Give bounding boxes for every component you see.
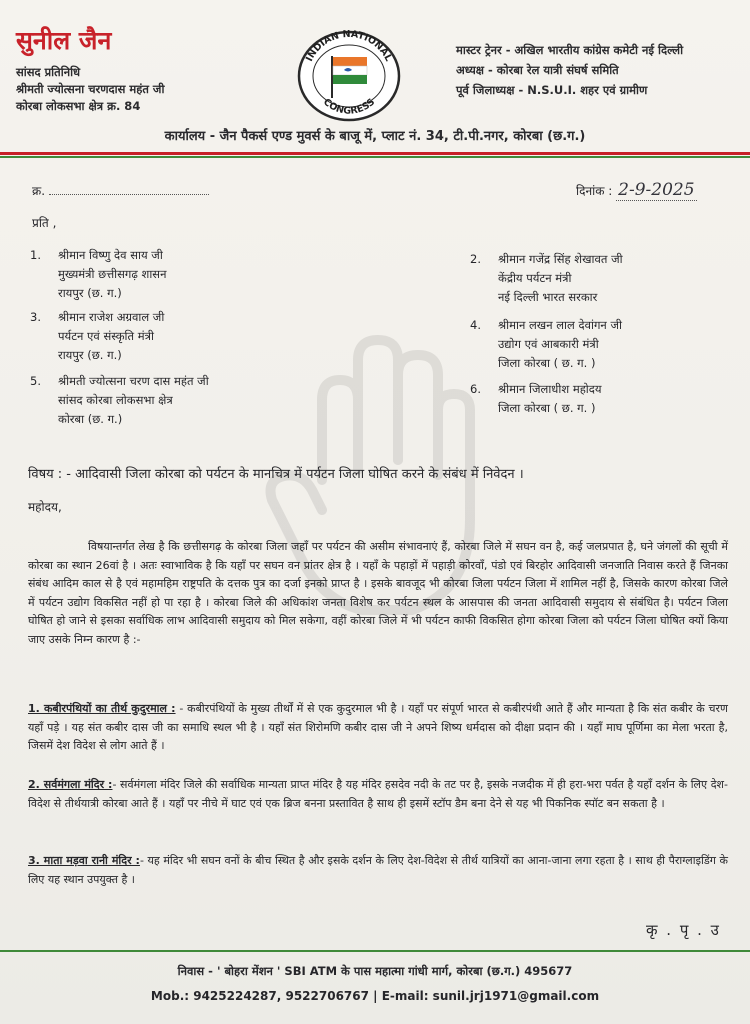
recipient-number: 5.	[30, 374, 41, 388]
logo-top-text: INDIAN NATIONAL	[304, 28, 394, 64]
date-label: दिनांक :	[576, 184, 613, 198]
footer-rule	[0, 950, 750, 952]
position-line: अध्यक्ष - कोरबा रेल यात्री संघर्ष समिति	[456, 63, 619, 77]
sender-title-line: कोरबा लोकसभा क्षेत्र क्र. 84	[16, 99, 141, 113]
position-line: मास्टर ट्रेनर - अखिल भारतीय कांग्रेस कमेटी नई दिल्ली	[456, 43, 684, 57]
sender-title-line: श्रीमती ज्योत्सना चरणदास महंत जी	[16, 82, 165, 96]
point-3	[28, 852, 728, 889]
sender-title-line: सांसद प्रतिनिधि	[16, 65, 81, 79]
point-title: 1. कबीरपंथियों का तीर्थ कुदुरमाल :	[28, 702, 176, 715]
sender-block	[16, 26, 266, 115]
recipient-6	[470, 380, 602, 418]
recipient-line: श्रीमान लखन लाल देवांगन जी	[498, 318, 622, 332]
recipient-line: केंद्रीय पर्यटन मंत्री	[498, 271, 572, 285]
position-line: पूर्व जिलाध्यक्ष - N.S.U.I. शहर एवं ग्रामीण	[456, 83, 648, 97]
sender-name: सुनील जैन	[16, 26, 112, 55]
ref-label: क्र.	[32, 184, 46, 198]
office-address: कार्यालय - जैन पैकर्स एण्ड मुवर्स के बाजू में, प्लाट नं. 34, टी.पी.नगर, कोरबा (छ.ग.)	[164, 129, 586, 144]
ref-blank	[49, 194, 209, 195]
recipient-1	[30, 246, 167, 303]
recipient-line: सांसद कोरबा लोकसभा क्षेत्र	[58, 393, 173, 407]
logo-bottom-text: CONGRESS	[320, 96, 378, 117]
point-text: - यह मंदिर भी सघन वनों के बीच स्थित है और इसके दर्शन के लिए देश-विदेश से तीर्थ यात्रियों का आना-जाना लगा रहता है । साथ ही पैराग्लाइडिंग के लिए यह स्थान उपयुक्त है ।	[28, 854, 728, 886]
recipient-line: श्रीमती ज्योत्सना चरण दास महंत जी	[58, 374, 209, 388]
point-1	[28, 700, 728, 756]
point-title: 3. माता मड़वा रानी मंदिर :	[28, 854, 140, 867]
reference-number	[32, 182, 209, 199]
point-2	[28, 776, 728, 813]
recipient-5	[30, 372, 209, 429]
point-text: - सर्वमंगला मंदिर जिले की सर्वाधिक मान्यता प्राप्त मंदिर है यह मंदिर हसदेव नदी के तट पर है, इसके नजदीक में ही हरा-भरा पर्वत है यहाँ दर्शन के लिए देश-विदेश से तीर्थयात्री कोरबा आते हैं । यहाँ पर नीचे में घाट एवं एक ब्रिज बनना प्रस्तावित है साथ ही इसमें स्टॉप डैम बना देने से यह भी पिकनिक स्पॉट बन सकता है ।	[28, 778, 728, 810]
recipient-line: श्रीमान गजेंद्र सिंह शेखावत जी	[498, 252, 623, 266]
recipient-line: रायपुर (छ. ग.)	[58, 286, 122, 300]
recipient-number: 4.	[470, 318, 481, 332]
date-value: 2-9-2025	[618, 180, 695, 200]
header-rule-red	[0, 152, 750, 155]
recipient-number: 6.	[470, 382, 481, 396]
recipient-line: मुख्यमंत्री छत्तीसगढ़ शासन	[58, 267, 167, 281]
recipient-4	[470, 316, 622, 373]
recipient-line: नई दिल्ली भारत सरकार	[498, 290, 598, 304]
salutation: महोदय,	[28, 500, 62, 514]
recipient-number: 3.	[30, 310, 41, 324]
recipient-line: उद्योग एवं आबकारी मंत्री	[498, 337, 599, 351]
please-turn-over: कृ . पृ . उ	[646, 921, 721, 939]
date-block	[576, 180, 697, 200]
to-label: प्रति ,	[32, 216, 57, 230]
subject-line: विषय : - आदिवासी जिला कोरबा को पर्यटन के मानचित्र में पर्यटन जिला घोषित करने के संबंध में निवेदन ।	[28, 467, 524, 482]
point-title: 2. सर्वमंगला मंदिर :	[28, 778, 113, 791]
header-rule-green	[0, 156, 750, 158]
recipient-number: 1.	[30, 248, 41, 262]
point-text: - कबीरपंथियों के मुख्य तीर्थों में से एक कुदुरमाल भी है । यहाँ पर संपूर्ण भारत से कबीरपंथी आते हैं और मान्यता है कि संत कबीर के चरण यहाँ पड़े । यह संत कबीर दास जी का समाधि स्थल भी है । यहाँ संत शिरोमणि कबीर दास जी ने अपने शिष्य धर्मदास को दीक्षा प्रदान की । यहाँ माघ पूर्णिमा का मेला भरता है, जिसमें देश विदेश से लोग आते हैं ।	[28, 702, 728, 752]
recipient-line: जिला कोरबा ( छ. ग. )	[498, 356, 596, 370]
contact-details: Mob.: 9425224287, 9522706767 | E-mail: sunil.jrj1971@gmail.com	[150, 989, 600, 1003]
intro-text: विषयान्तर्गत लेख है कि छत्तीसगढ़ के कोरबा जिला जहाँ पर पर्यटन की असीम संभावनाएं हैं, कोरबा जिले में सघन वन है, कई जलप्रपात है, घने जंगलों की सूची में कोरबा का स्थान 26वां है । अतः स्वाभाविक है कि यहाँ पर सघन वन प्रांतर क्षेत्र है । यहाँ के पहाड़ों में पहाड़ी कोरवाँ, पंडो एवं बिरहोर आदिवासी जनजाति निवास करते हैं जिनका संबंध आदिम काल से है एवं महामहिम राष्ट्रपति के दत्तक पुत्र का दर्जा इनको प्राप्त है । इसके बावजूद भी कोरबा जिला पर्यटन जिला में शामिल नहीं है, जिसके कारण कोरबा जिले में पर्यटन उद्योग विकसित नहीं हो पा रहा है । कोरबा जिले की अधिकांश जनता विशेष कर पर्यटन स्थल के आसपास की जनता आदिवासी समुदाय से संबंधित है। पर्यटन जिला घोषित हो जाने से इसका सर्वाधिक लाभ आदिवासी समुदाय को मिल सकेगा, वहीं कोरबा जिले में भी पर्यटन काफी विकसित होगा कोरबा जिला को पर्यटन जिला घोषित क्यों किया जाए उसके निम्न कारण है :-	[28, 540, 728, 646]
residence-address: निवास - ' बोहरा मेंशन ' SBI ATM के पास महात्मा गांधी मार्ग, कोरबा (छ.ग.) 495677	[177, 964, 573, 978]
recipient-2	[470, 250, 623, 307]
recipient-line: श्रीमान राजेश अग्रवाल जी	[58, 310, 165, 324]
recipient-line: जिला कोरबा ( छ. ग. )	[498, 401, 596, 415]
recipient-line: रायपुर (छ. ग.)	[58, 348, 122, 362]
recipient-3	[30, 308, 165, 365]
recipient-line: श्रीमान जिलाधीश महोदय	[498, 382, 602, 396]
congress-logo	[294, 26, 404, 122]
recipient-line: श्रीमान विष्णु देव साय जी	[58, 248, 163, 262]
recipient-number: 2.	[470, 252, 481, 266]
sender-positions	[456, 40, 746, 100]
recipient-line: पर्यटन एवं संस्कृति मंत्री	[58, 329, 154, 343]
intro-paragraph	[28, 538, 728, 649]
recipient-line: कोरबा (छ. ग.)	[58, 412, 123, 426]
